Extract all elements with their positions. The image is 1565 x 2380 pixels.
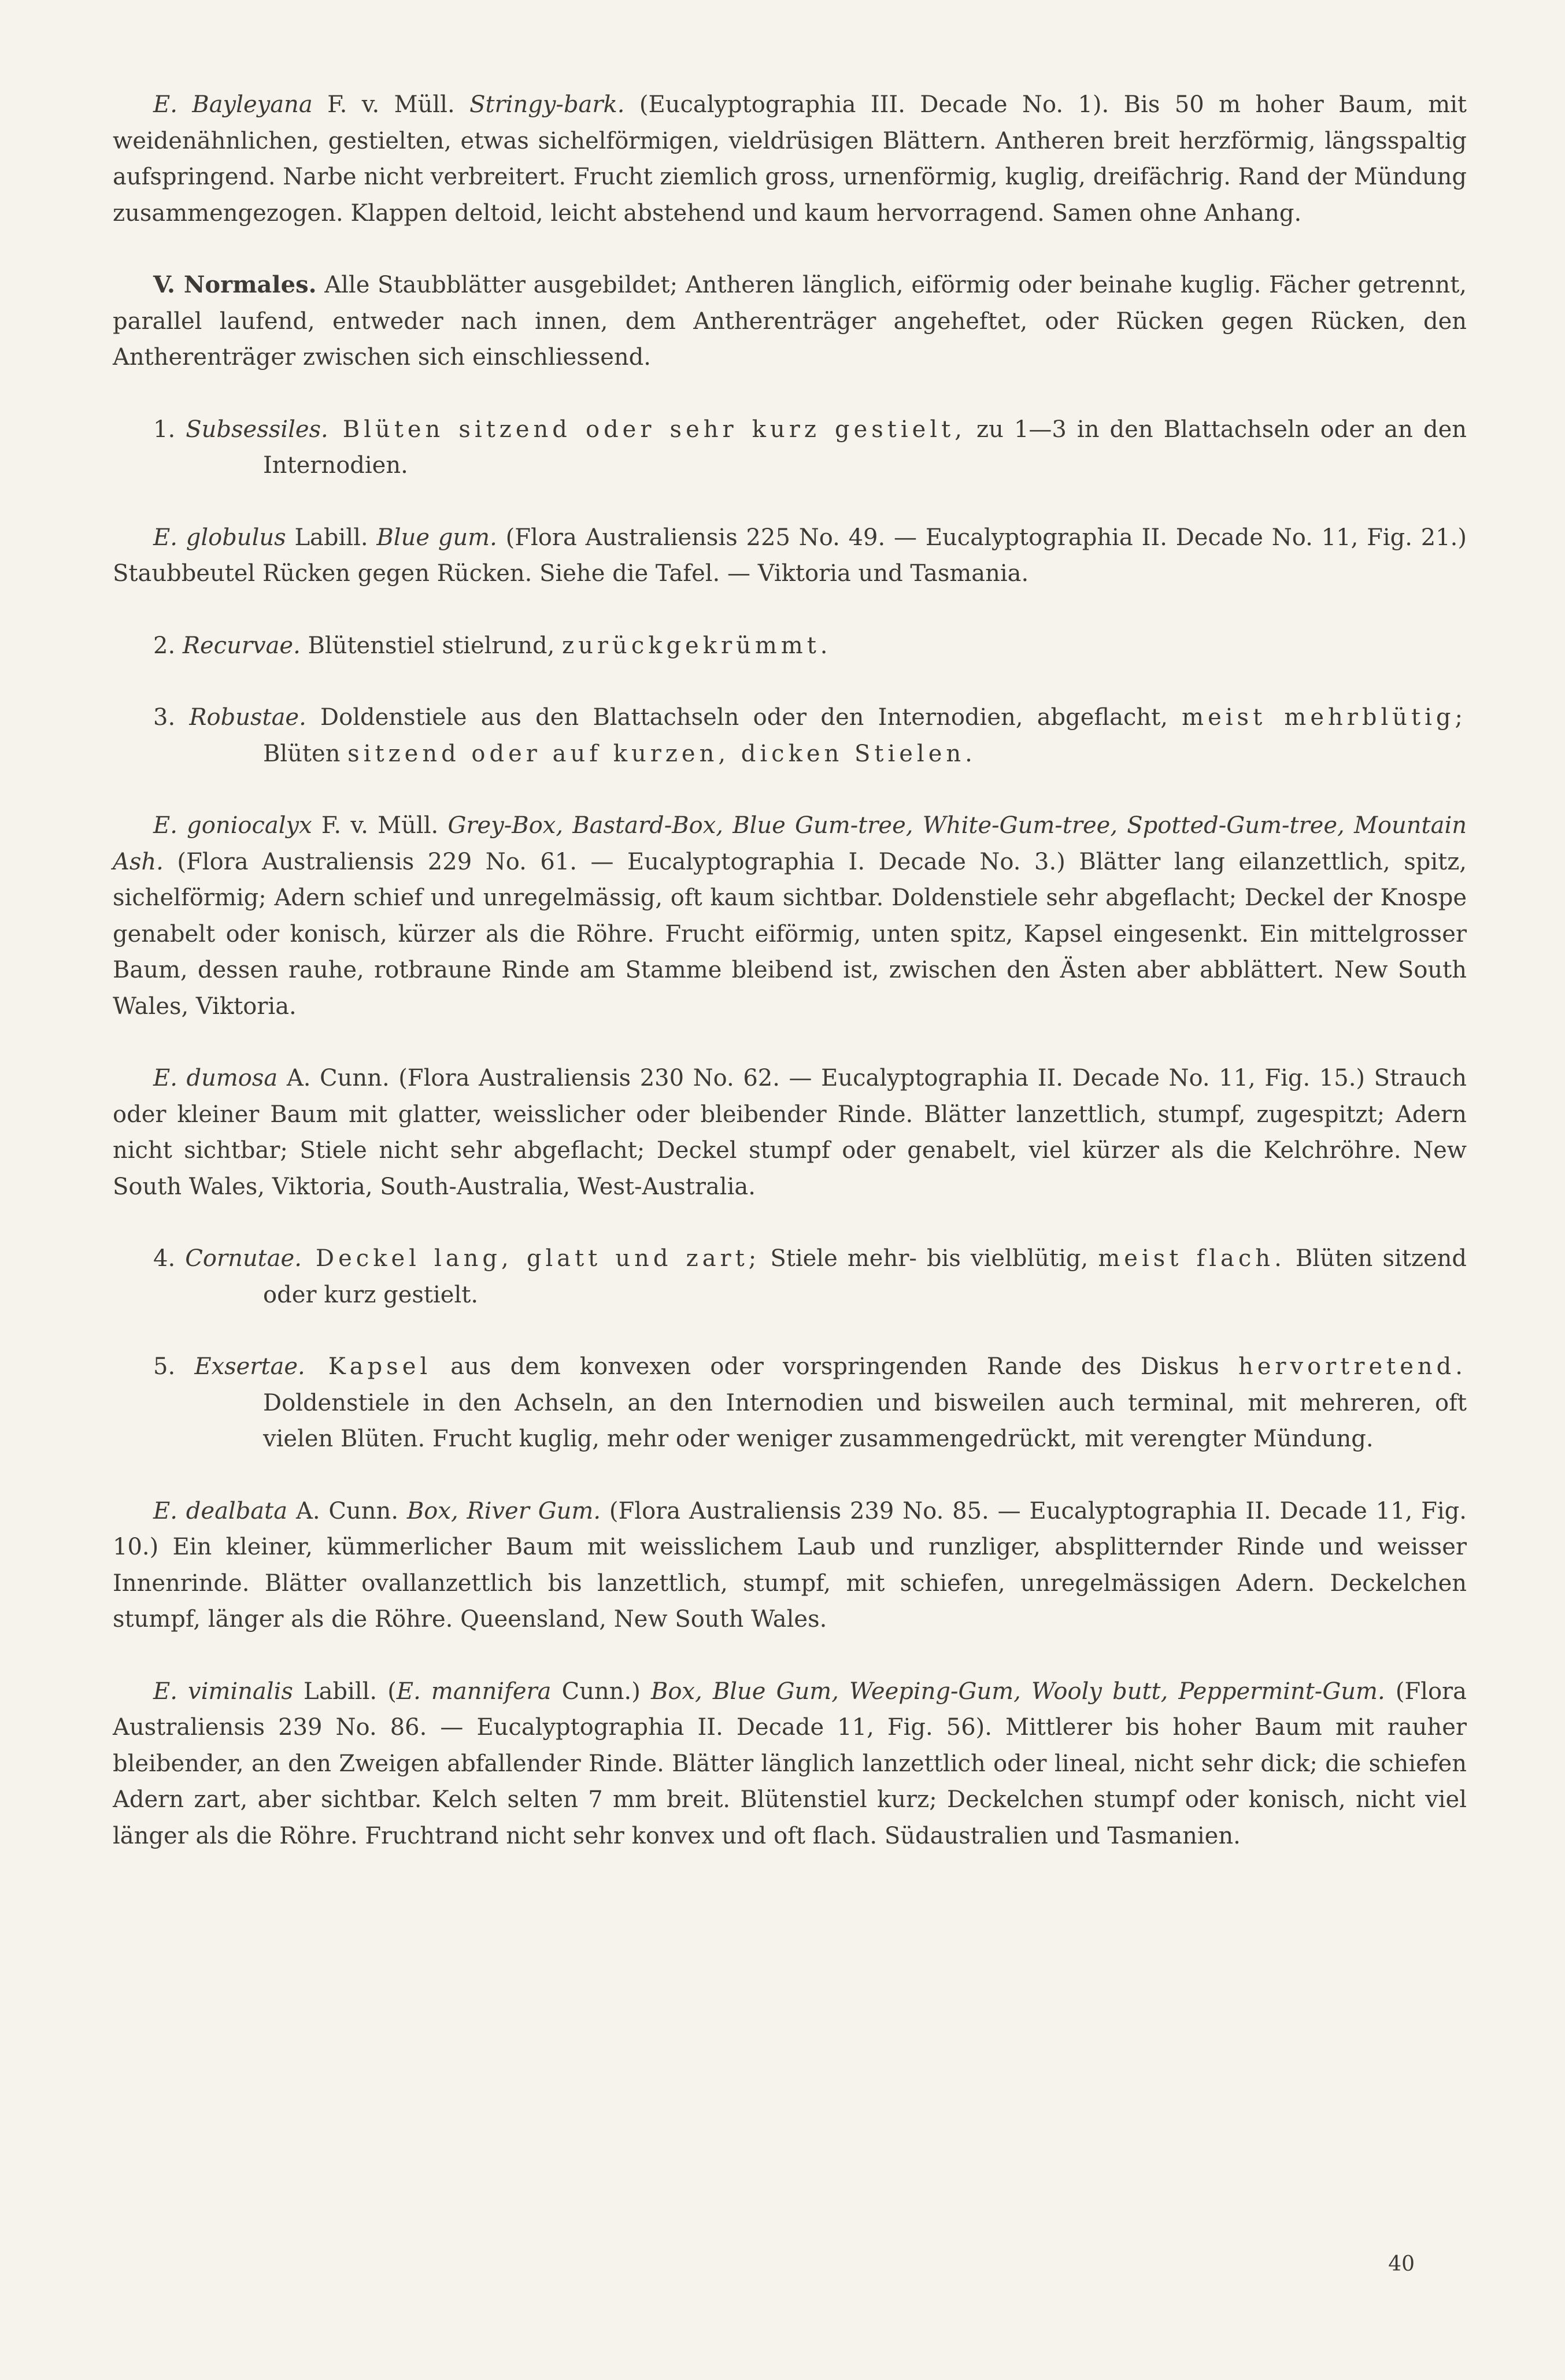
species-entry-globulus [113,520,1467,592]
group-name: Exsertae. [194,1353,305,1380]
spaced-text-2: meist flach. [1098,1245,1286,1272]
group-description: Stiele mehr- bis vielblütig, [760,1245,1098,1272]
description: (Flora Australiensis 225 No. 49. — Eucalyptographia II. Decade No. 11, Fig. 21.) Staubbeutel Rücken gegen Rücken. Siehe die Tafel. — Viktoria und Tasmania. [113,524,1467,587]
group-description: Blütenstiel stielrund, [300,632,563,659]
group-number: 1. [153,416,186,443]
group-name: Recurvae. [182,632,301,659]
species-entry-viminalis [113,1674,1467,1855]
group-number: 3. [153,704,190,731]
species-entry-goniocalyx [113,808,1467,1024]
species-entry-dumosa [113,1060,1467,1205]
group-description: Doldenstiele aus den Blattachseln oder den Internodien, abgeflacht, [306,704,1182,731]
spaced-text-2: hervortretend. [1238,1353,1467,1380]
page-number: 40 [1388,2252,1415,2276]
species-name: E. dealbata [153,1497,288,1524]
author: F. v. Müll. [312,812,448,839]
group-name: Subsessiles. [186,416,328,443]
group-name: Cornutae. [185,1245,302,1272]
group-robustae [113,699,1467,772]
group-recurvae [113,628,1467,664]
spaced-text: zurückgekrümmt. [562,632,832,659]
common-name: Box, River Gum. [406,1497,601,1524]
spaced-text: Deckel lang, glatt und zart; [301,1245,761,1272]
group-description: zu 1—3 in den Blattachseln oder an den Internodien. [263,416,1467,479]
author: A. Cunn. [287,1497,407,1524]
spaced-text: Blüten sitzend oder sehr kurz gestielt, [328,416,966,443]
author: Labill. ( [293,1678,397,1705]
section-description: Alle Staubblätter ausgebildet; Antheren länglich, eiförmig oder beinahe kuglig. Fächer getrennt, parallel laufend, entweder nach innen, dem Antherenträger angeheftet, oder Rücken gegen Rücken, den Antherenträger zwischen sich einschliessend. [113,272,1467,371]
group-number: 4. [153,1245,186,1272]
spaced-text: meist mehrblütig; [1182,704,1467,731]
group-subsessiles [113,412,1467,484]
description: (Flora Australiensis 239 No. 85. — Eucalyptographia II. Decade 11, Fig. 10.) Ein kleiner, kümmerlicher Baum mit weisslichem Laub und runzliger, absplitternder Rinde und weisser Innenrinde. Blätter ovallanzettlich bis lanzettlich, stumpf, mit schiefen, unregelmässigen Adern. Deckelchen stumpf, länger als die Röhre. Queensland, New South Wales. [113,1497,1467,1633]
group-description-cont: Blüten [263,740,348,767]
group-number: 5. [153,1353,195,1380]
group-description-cont: Blüten sitzend oder kurz gestielt. [263,1245,1467,1308]
section-normales [113,267,1467,376]
species-name: E. Bayleyana [153,91,313,118]
group-description: aus dem konvexen oder vorspringenden Rande des Diskus [431,1353,1238,1380]
common-name: Stringy-bark. [469,91,625,118]
description: (Flora Australiensis 239 No. 86. — Eucalyptographia II. Decade 11, Fig. 56). Mittlerer bis hoher Baum mit rauher bleibender, an den Zweigen abfallender Rinde. Blätter länglich lanzettlich oder lineal, nicht sehr dick; die schiefen Adern zart, aber sichtbar. Kelch selten 7 mm breit. Blütenstiel kurz; Deckelchen stumpf oder konisch, nicht viel länger als die Röhre. Fruchtrand nicht sehr konvex und oft flach. Südaustralien und Tasmanien. [113,1678,1467,1849]
species-name: E. goniocalyx [153,812,312,839]
synonym-author: Cunn.) [551,1678,651,1705]
species-name: E. dumosa [153,1065,278,1091]
group-exsertae [113,1349,1467,1457]
spaced-text: Kapsel [305,1353,432,1380]
group-name: Robustae. [189,704,306,731]
description: (Flora Australiensis 229 No. 61. — Eucalyptographia I. Decade No. 3.) Blätter lang eilanzettlich, spitz, sichelförmig; Adern schief und unregelmässig, oft kaum sichtbar. Doldenstiele sehr abgeflacht; Deckel der Knospe genabelt oder konisch, kürzer als die Röhre. Frucht eiförmig, unten spitz, Kapsel eingesenkt. Ein mittelgrosser Baum, dessen rauhe, rotbraune Rinde am Stamme bleibend ist, zwischen den Ästen aber abblättert. New South Wales, Viktoria. [113,848,1467,1020]
author: Labill. [286,524,377,551]
group-number: 2. [153,632,183,659]
species-entry-bayleyana [113,87,1467,231]
species-name: E. viminalis [153,1678,293,1705]
species-entry-dealbata [113,1493,1467,1638]
common-names: Box, Blue Gum, Weeping-Gum, Wooly butt, Peppermint-Gum. [650,1678,1385,1705]
description: (Eucalyptographia III. Decade No. 1). Bis 50 m hoher Baum, mit weidenähnlichen, gestielten, etwas sichelförmigen, vieldrüsigen Blättern. Antheren breit herzförmig, längsspaltig aufspringend. Narbe nicht verbreitert. Frucht ziemlich gross, urnenförmig, kuglig, dreifächrig. Rand der Mündung zusammengezogen. Klappen deltoid, leicht abstehend und kaum hervorragend. Samen ohne Anhang. [113,91,1467,227]
common-name: Blue gum. [376,524,497,551]
spaced-text-2: sitzend oder auf kurzen, dicken Stielen. [347,740,976,767]
species-name: E. globulus [153,524,286,551]
group-cornutae [113,1241,1467,1313]
synonym-name: E. mannifera [396,1678,552,1705]
group-description-cont: Doldenstiele in den Achseln, an den Internodien und bisweilen auch terminal, mit mehreren, oft vielen Blüten. Frucht kuglig, mehr oder weniger zusammengedrückt, mit verengter Mündung. [263,1389,1467,1452]
description: A. Cunn. (Flora Australiensis 230 No. 62. — Eucalyptographia II. Decade No. 11, Fig. 15.) Strauch oder kleiner Baum mit glatter, weisslicher oder bleibender Rinde. Blätter lanzettlich, stumpf, zugespitzt; Adern nicht sichtbar; Stiele nicht sehr abgeflacht; Deckel stumpf oder genabelt, viel kürzer als die Kelchröhre. New South Wales, Viktoria, South-Australia, West-Australia. [113,1065,1467,1200]
common-name: Grey-Box, Bastard-Box, Blue Gum-tree, White-Gum-tree, Spotted-Gum-tree, Mountain Ash. [113,812,1467,875]
author: F. v. Müll. [312,91,470,118]
section-title: V. Normales. [153,271,317,298]
